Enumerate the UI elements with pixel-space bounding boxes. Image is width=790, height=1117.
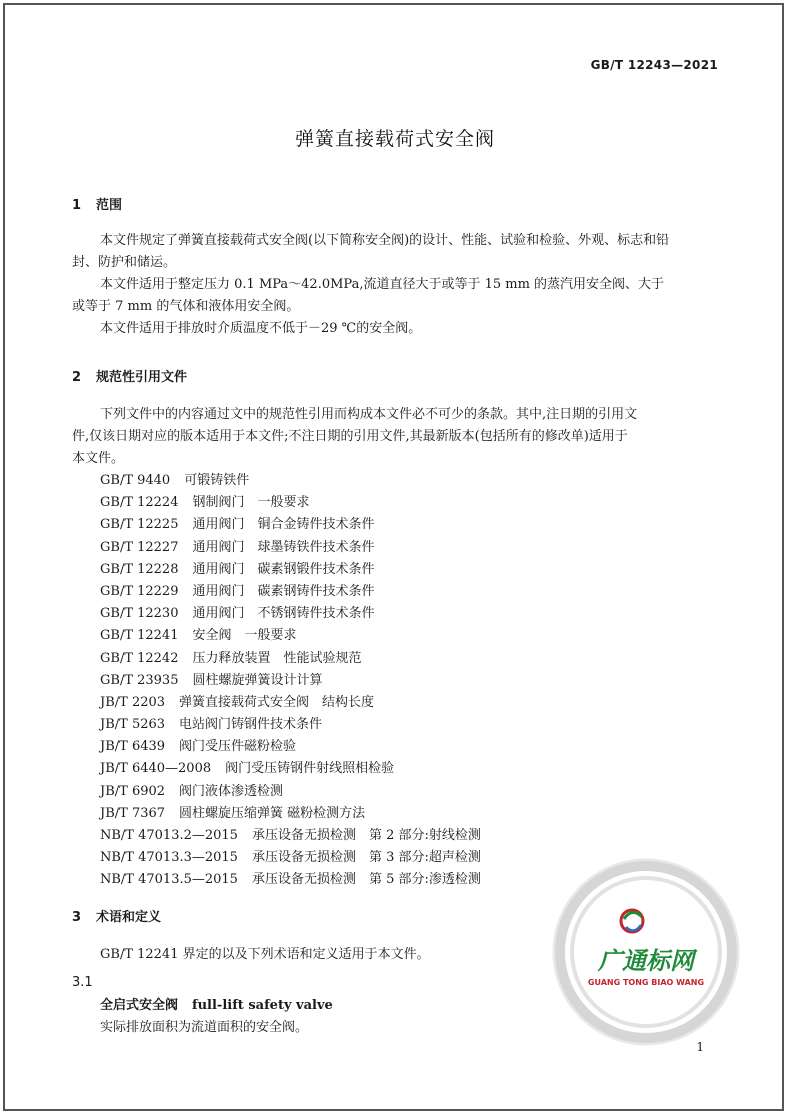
reference-title: 承压设备无损检测 第 3 部分:超声检测 [251,850,481,866]
reference-item [100,869,481,891]
scope-p1-line2: 封、防护和储运。 [72,255,177,270]
reference-title: 通用阀门 碳素钢锻件技术条件 [192,561,375,577]
reference-title: 弹簧直接载荷式安全阀 结构长度 [179,694,375,710]
reference-item [100,692,481,714]
normrefs-intro-line2: 件,仅该日期对应的版本适用于本文件;不注日期的引用文件,其最新版本(包括所有的修改单)适用于 [72,429,628,444]
term-definition: 实际排放面积为流道面积的安全阀。 [100,1020,309,1035]
reference-item [100,537,481,559]
scope-p3-line1: 本文件适用于排放时介质温度不低于－29 ℃的安全阀。 [100,321,422,336]
reference-code: GB/T 12225 [100,517,179,533]
reference-item [100,825,481,847]
term-name-en: full-lift safety valve [192,998,333,1013]
page-number: 1 [696,1040,704,1054]
reference-item [100,603,481,625]
term-number: 3.1 [72,975,93,990]
section-title: 术语和定义 [96,910,162,925]
reference-title: 电站阀门铸钢件技术条件 [179,717,323,733]
reference-title: 阀门液体渗透检测 [179,783,284,799]
reference-title: 通用阀门 碳素钢铸件技术条件 [192,583,375,599]
reference-title: 阀门受压件磁粉检验 [179,739,297,755]
reference-item [100,781,481,803]
reference-code: JB/T 6440—2008 [100,761,212,777]
reference-item [100,559,481,581]
section-heading-normrefs [72,366,187,385]
reference-code: GB/T 12241 [100,628,179,644]
reference-code: JB/T 2203 [100,694,166,710]
section-heading-terms [72,906,161,925]
reference-title: 承压设备无损检测 第 2 部分:射线检测 [251,828,481,843]
reference-code: GB/T 12229 [100,583,179,599]
reference-item [100,625,481,647]
reference-title: 承压设备无损检测 第 5 部分:渗透检测 [251,872,481,888]
reference-code: GB/T 12228 [100,561,179,577]
normrefs-intro [72,404,718,470]
scope-p2-line1: 本文件适用于整定压力 0.1 MPa～42.0MPa,流道直径大于或等于 15 mm 的蒸汽用安全阀、大于 [100,277,665,292]
reference-code: GB/T 12242 [100,650,179,666]
reference-code: GB/T 12227 [100,539,179,555]
reference-title: 通用阀门 铜合金铸件技术条件 [192,517,375,533]
standard-code: GB/T 12243—2021 [590,58,718,72]
reference-title: 可锻铸铁件 [184,473,250,488]
watermark-stamp [546,857,746,1047]
reference-code: JB/T 5263 [100,717,166,733]
section-number: 1 [72,198,82,213]
reference-item [100,758,481,780]
reference-code: GB/T 12224 [100,495,179,511]
term-name [100,994,333,1013]
reference-item [100,514,481,536]
reference-item [100,470,481,492]
reference-code: GB/T 12230 [100,606,179,622]
reference-title: 通用阀门 不锈钢铸件技术条件 [192,606,375,622]
reference-list [100,470,481,892]
scope-p2-line2: 或等于 7 mm 的气体和液体用安全阀。 [72,299,300,314]
reference-item [100,847,481,869]
reference-code: NB/T 47013.3—2015 [100,850,238,866]
reference-code: GB/T 23935 [100,672,179,688]
reference-item [100,736,481,758]
reference-item [100,803,481,825]
reference-code: JB/T 6439 [100,739,166,755]
section-title: 规范性引用文件 [96,370,188,385]
reference-item [100,714,481,736]
section-number: 2 [72,370,82,385]
reference-code: NB/T 47013.2—2015 [100,828,238,843]
scope-paragraphs [72,230,718,340]
reference-code: JB/T 6902 [100,783,166,799]
reference-item [100,492,481,514]
logo-icon [621,910,643,932]
normrefs-intro-line1: 下列文件中的内容通过文中的规范性引用而构成本文件必不可少的条款。其中,注日期的引用文 [100,407,638,422]
reference-title: 压力释放装置 性能试验规范 [192,650,362,666]
watermark-en-text: GUANG TONG BIAO WANG [587,978,705,987]
reference-title: 阀门受压铸钢件射线照相检验 [225,761,395,777]
reference-code: JB/T 7367 [100,805,166,821]
document-title: 弹簧直接载荷式安全阀 [294,128,495,150]
reference-item [100,648,481,670]
section-title: 范围 [96,198,123,213]
reference-item [100,670,481,692]
watermark-cn-text: 广通标网 [598,947,694,975]
scope-p1-line1: 本文件规定了弹簧直接载荷式安全阀(以下简称安全阀)的设计、性能、试验和检验、外观、标志和铅 [100,233,670,248]
reference-code: NB/T 47013.5—2015 [100,872,238,888]
reference-title: 安全阀 一般要求 [192,628,297,644]
term-name-zh: 全启式安全阀 [100,998,179,1013]
reference-title: 钢制阀门 一般要求 [192,495,310,511]
reference-title: 圆柱螺旋弹簧设计计算 [192,672,323,688]
reference-code: GB/T 9440 [100,473,171,488]
section-heading-scope [72,194,122,213]
reference-item [100,581,481,603]
normrefs-intro-line3: 本文件。 [72,451,125,466]
reference-title: 通用阀门 球墨铸铁件技术条件 [192,539,375,555]
section-number: 3 [72,910,82,925]
reference-title: 圆柱螺旋压缩弹簧 磁粉检测方法 [179,805,366,821]
terms-intro-line: GB/T 12241 界定的以及下列术语和定义适用于本文件。 [100,947,430,962]
